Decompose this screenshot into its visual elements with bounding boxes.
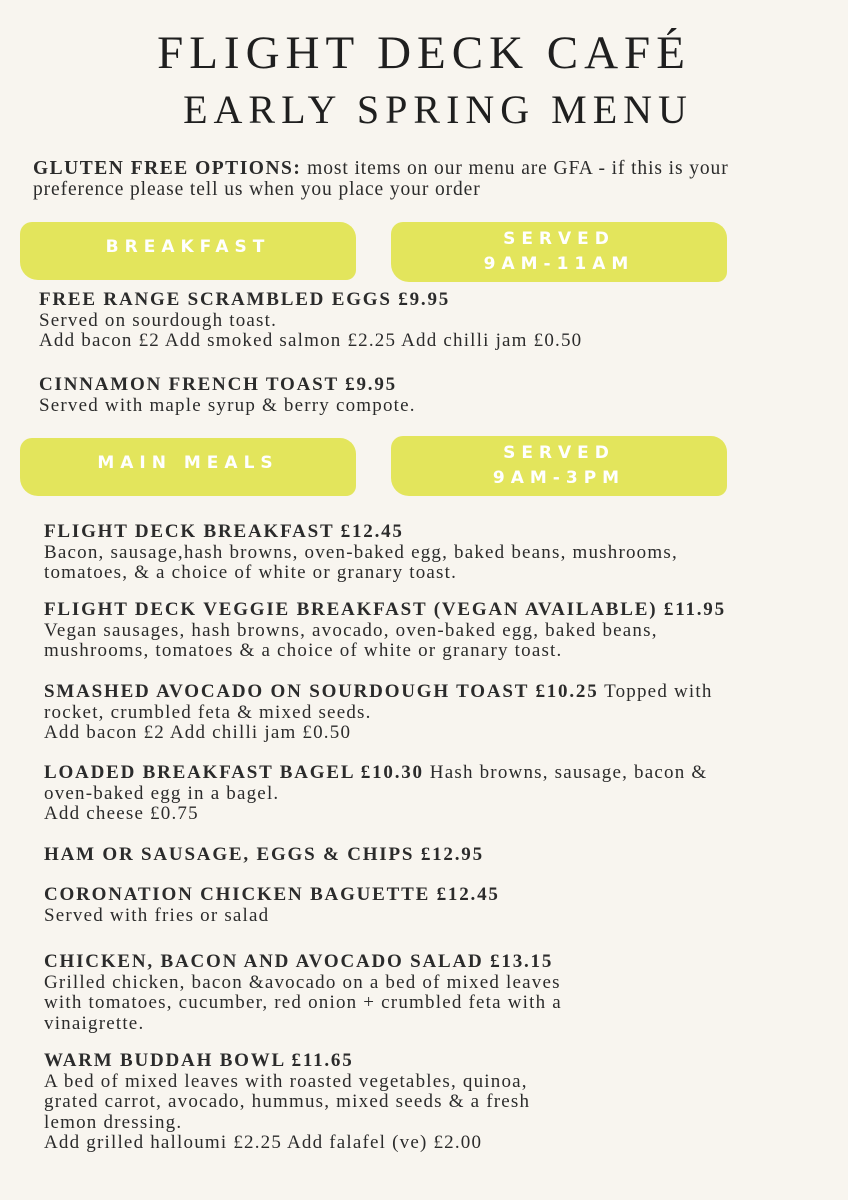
menu-item-name: SMASHED AVOCADO ON SOURDOUGH TOAST £10.25 bbox=[44, 681, 599, 702]
menu-item-desc: Vegan sausages, hash browns, avocado, oven-baked egg, baked beans, bbox=[44, 619, 658, 641]
menu-item-name: FLIGHT DECK VEGGIE BREAKFAST (VEGAN AVAILABLE) £11.95 bbox=[44, 599, 726, 620]
menu-item-desc: vinaigrette. bbox=[44, 1012, 145, 1034]
cafe-title: FLIGHT DECK CAFÉ bbox=[157, 27, 691, 79]
menu-item-inline-desc: Topped with bbox=[598, 681, 713, 702]
menu-item-desc: Grilled chicken, bacon &avocado on a bed of mixed leaves bbox=[44, 971, 561, 993]
menu-item-desc: tomatoes, & a choice of white or granary toast. bbox=[44, 562, 458, 583]
menu-subtitle: EARLY SPRING MENU bbox=[183, 87, 693, 132]
menu-item-name: CORONATION CHICKEN BAGUETTE £12.45 bbox=[44, 884, 500, 905]
menu-item-desc: Bacon, sausage,hash browns, oven-baked egg, baked beans, mushrooms, bbox=[44, 541, 678, 563]
menu-item-desc: Add grilled halloumi £2.25 Add falafel (ve) £2.00 bbox=[44, 1132, 483, 1153]
menu-item-desc: lemon dressing. bbox=[44, 1111, 183, 1133]
menu-item-desc: mushrooms, tomatoes & a choice of white or granary toast. bbox=[44, 640, 563, 661]
menu-item-name: HAM OR SAUSAGE, EGGS & CHIPS £12.95 bbox=[44, 844, 484, 865]
menu-item bbox=[44, 952, 824, 1034]
menu-item-name: CINNAMON FRENCH TOAST £9.95 bbox=[39, 374, 397, 395]
breakfast-heading-banner bbox=[20, 222, 356, 280]
menu-item-name: FLIGHT DECK BREAKFAST £12.45 bbox=[44, 521, 404, 542]
breakfast-heading: BREAKFAST bbox=[105, 236, 271, 257]
main-meals-heading-banner bbox=[20, 438, 356, 496]
menu-item-desc: Served on sourdough toast. bbox=[39, 309, 278, 331]
gluten-free-text: most items on our menu are GFA - if this is your preference please tell us when you place your order bbox=[33, 158, 729, 200]
menu-item bbox=[39, 375, 819, 416]
menu-item-name: CHICKEN, BACON AND AVOCADO SALAD £13.15 bbox=[44, 951, 554, 972]
menu-item-desc: Add bacon £2 Add chilli jam £0.50 bbox=[44, 722, 352, 743]
breakfast-served-label: SERVED bbox=[503, 229, 615, 249]
menu-item-name: FREE RANGE SCRAMBLED EGGS £9.95 bbox=[39, 289, 451, 310]
main-meals-served-label: SERVED bbox=[503, 443, 615, 463]
menu-item bbox=[44, 682, 824, 744]
menu-item bbox=[44, 845, 824, 866]
menu-item bbox=[39, 290, 819, 352]
menu-item-desc: rocket, crumbled feta & mixed seeds. bbox=[44, 701, 372, 723]
main-meals-served-hours: 9AM-3PM bbox=[492, 468, 626, 488]
menu-item bbox=[44, 885, 824, 926]
menu-item-desc: A bed of mixed leaves with roasted vegetables, quinoa, bbox=[44, 1070, 528, 1092]
menu-item-desc: with tomatoes, cucumber, red onion + crumbled feta with a bbox=[44, 992, 562, 1013]
main-meals-heading: MAIN MEALS bbox=[97, 452, 279, 473]
menu-item-desc: Add cheese £0.75 bbox=[44, 803, 199, 824]
breakfast-served-hours: 9AM-11AM bbox=[483, 254, 635, 274]
menu-item-desc: Served with maple syrup & berry compote. bbox=[39, 394, 416, 416]
menu-item-inline-desc: Hash browns, sausage, bacon & bbox=[423, 762, 708, 783]
menu-item-desc: oven-baked egg in a bagel. bbox=[44, 782, 280, 804]
main-meals-served-banner bbox=[391, 436, 727, 496]
menu-item-name: WARM BUDDAH BOWL £11.65 bbox=[44, 1050, 354, 1071]
menu-item-name: LOADED BREAKFAST BAGEL £10.30 bbox=[44, 762, 424, 783]
menu-item bbox=[44, 600, 824, 662]
gluten-free-label: GLUTEN FREE OPTIONS: bbox=[33, 158, 302, 179]
menu-item bbox=[44, 522, 824, 584]
gluten-free-notice bbox=[33, 158, 823, 200]
breakfast-served-banner bbox=[391, 222, 727, 282]
menu-item-desc: grated carrot, avocado, hummus, mixed seeds & a fresh bbox=[44, 1091, 531, 1112]
menu-item-desc: Served with fries or salad bbox=[44, 904, 270, 926]
menu-item bbox=[44, 1051, 824, 1154]
menu-item bbox=[44, 763, 824, 825]
menu-item-desc: Add bacon £2 Add smoked salmon £2.25 Add chilli jam £0.50 bbox=[39, 330, 583, 351]
